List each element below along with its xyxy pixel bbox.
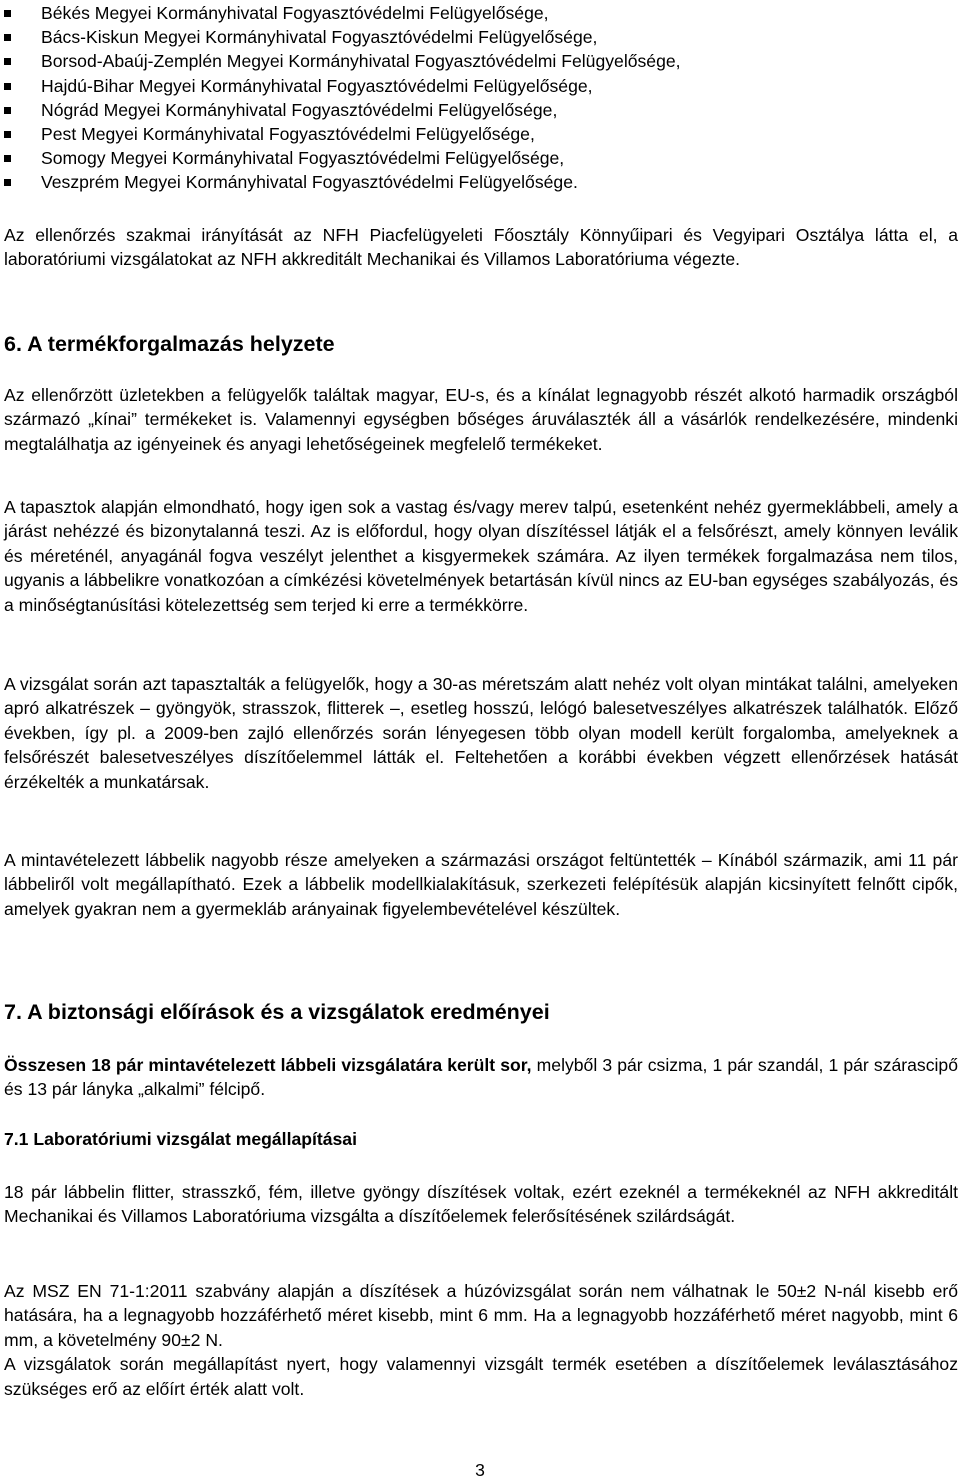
inspectorate-list bbox=[4, 1, 681, 195]
list-item bbox=[4, 49, 681, 73]
summary-bold-text: Összesen 18 pár mintavételezett lábbeli vizsgálatára került sor, bbox=[4, 1055, 532, 1075]
section-7-1-paragraph-2b: A vizsgálatok során megállapítást nyert, hogy valamennyi vizsgált termék esetében a díszítőelemek leválasztásához szükséges erő az előírt érték alatt volt. bbox=[4, 1354, 958, 1399]
list-item-text: Borsod-Abaúj-Zemplén Megyei Kormányhivatal Fogyasztóvédelmi Felügyelősége, bbox=[41, 51, 681, 72]
square-bullet-icon bbox=[4, 179, 11, 186]
section-7-1-heading: 7.1 Laboratóriumi vizsgálat megállapításai bbox=[4, 1129, 357, 1149]
list-item bbox=[4, 1, 681, 25]
list-item-text: Hajdú-Bihar Megyei Kormányhivatal Fogyasztóvédelmi Felügyelősége, bbox=[41, 75, 593, 96]
section-6-paragraph-4-block bbox=[4, 848, 958, 921]
section-7-summary-block bbox=[4, 1053, 958, 1102]
list-item-text: Bács-Kiskun Megyei Kormányhivatal Fogyasztóvédelmi Felügyelősége, bbox=[41, 27, 598, 48]
section-6-heading-block bbox=[4, 331, 958, 357]
list-item bbox=[4, 25, 681, 49]
list-item bbox=[4, 74, 681, 98]
list-item bbox=[4, 170, 681, 194]
square-bullet-icon bbox=[4, 58, 11, 65]
list-item-text: Pest Megyei Kormányhivatal Fogyasztóvédelmi Felügyelősége, bbox=[41, 124, 535, 145]
section-7-1-paragraph-2-block bbox=[4, 1279, 958, 1401]
summary-rest-text: melyből 3 pár csizma, 1 pár szandál, 1 pár szárascipő és 13 pár lányka „alkalmi” félcipő. bbox=[4, 1055, 958, 1100]
square-bullet-icon bbox=[4, 10, 11, 17]
square-bullet-icon bbox=[4, 107, 11, 114]
section-6-paragraph-1: Az ellenőrzött üzletekben a felügyelők találtak magyar, EU-s, és a kínálat legnagyobb részét alkotó harmadik országból származó „kínai” termékeket is. Valamennyi egységben bőséges áruválaszték áll a vásárlók rendelkezésére, mindenki megtalálhatja az igényeinek és anyagi lehetőségeinek megfelelő termékeket. bbox=[4, 385, 958, 454]
list-item bbox=[4, 122, 681, 146]
list-item-text: Nógrád Megyei Kormányhivatal Fogyasztóvédelmi Felügyelősége, bbox=[41, 99, 558, 120]
list-item bbox=[4, 146, 681, 170]
section-6-paragraph-1-block bbox=[4, 383, 958, 456]
square-bullet-icon bbox=[4, 155, 11, 162]
intro-paragraph: Az ellenőrzés szakmai irányítását az NFH Piacfelügyeleti Főosztály Könnyűipari és Vegyipari Osztálya látta el, a laboratóriumi vizsgálatokat az NFH akkreditált Mechanikai és Villamos Laboratóriuma végezte. bbox=[4, 225, 958, 270]
section-6-paragraph-4: A mintavételezett lábbelik nagyobb része amelyeken a származási országot feltüntették – Kínából származik, ami 11 pár lábbeliről volt megállapítható. Ezek a lábbelik modellkialakításuk, szerkezeti felépítésük alapján kicsinyített felnőtt cipők, amelyek gyakran nem a gyermekláb arányainak figyelembevételével készültek. bbox=[4, 850, 958, 919]
list-item-text: Somogy Megyei Kormányhivatal Fogyasztóvédelmi Felügyelősége, bbox=[41, 148, 565, 169]
section-6-paragraph-2: A tapasztok alapján elmondható, hogy igen sok a vastag és/vagy merev talpú, esetenként nehéz gyermeklábbeli, amely a járást nehézzé és bizonytalanná teszi. Az is előfordul, hogy olyan díszítéssel látják el a felsőrészt, amely könnyen leválik és méreténél, anyagánál fogva veszélyt jelenthet a kisgyermekek számára. Az ilyen termékek forgalmazása nem tilos, ugyanis a lábbelikre vonatkozóan a címkézési követelmények betartásán kívül nincs az EU-ban egységes szabályozás, és a minőségtanúsítási kötelezettség sem terjed ki erre a termékkörre. bbox=[4, 497, 958, 615]
section-7-heading-block bbox=[4, 999, 958, 1025]
section-7-summary bbox=[4, 1053, 958, 1102]
square-bullet-icon bbox=[4, 83, 11, 90]
section-7-1-paragraph-1: 18 pár lábbelin flitter, strasszkő, fém, illetve gyöngy díszítések voltak, ezért ezeknél a termékeknél az NFH akkreditált Mechanikai és Villamos Laboratóriuma vizsgálta a díszítőelemek felerősítésének szilárdságát. bbox=[4, 1182, 958, 1227]
section-6-paragraph-3: A vizsgálat során azt tapasztalták a felügyelők, hogy a 30-as méretszám alatt nehéz volt olyan mintákat találni, amelyeken apró alkatrészek – gyöngyök, strasszok, flitterek –, esetleg hosszú, lelógó balesetveszélyes alkatrészek találhatók. Előző években, így pl. a 2009-ben zajló ellenőrzés során lényegesen több olyan modell került forgalomba, amelyeknek a felsőrészét balesetveszélyes díszítőelemmel látták el. Feltehetően a korábbi években végzett ellenőrzések hatását érzékelték a munkatársak. bbox=[4, 674, 958, 792]
intro-block bbox=[4, 223, 958, 272]
section-6-heading: 6. A termékforgalmazás helyzete bbox=[4, 332, 335, 356]
list-item bbox=[4, 98, 681, 122]
section-7-1-paragraph-1-block bbox=[4, 1180, 958, 1229]
square-bullet-icon bbox=[4, 34, 11, 41]
list-item-text: Veszprém Megyei Kormányhivatal Fogyasztóvédelmi Felügyelősége. bbox=[41, 172, 578, 193]
section-7-1-heading-block bbox=[4, 1127, 958, 1151]
section-7-heading: 7. A biztonsági előírások és a vizsgálatok eredményei bbox=[4, 1000, 550, 1024]
section-6-paragraph-2-block bbox=[4, 495, 958, 617]
section-6-paragraph-3-block bbox=[4, 672, 958, 794]
page-number: 3 bbox=[475, 1460, 485, 1480]
section-7-1-paragraph-2a: Az MSZ EN 71-1:2011 szabvány alapján a díszítések a húzóvizsgálat során nem válhatnak le 50±2 N-nál kisebb erő hatására, ha a legnagyobb hozzáférhető méret kisebb, mint 6 mm. Ha a legnagyobb hozzáférhető méret nagyobb, mint 6 mm, a követelmény 90±2 N. bbox=[4, 1281, 958, 1350]
square-bullet-icon bbox=[4, 131, 11, 138]
list-item-text: Békés Megyei Kormányhivatal Fogyasztóvédelmi Felügyelősége, bbox=[41, 3, 549, 23]
